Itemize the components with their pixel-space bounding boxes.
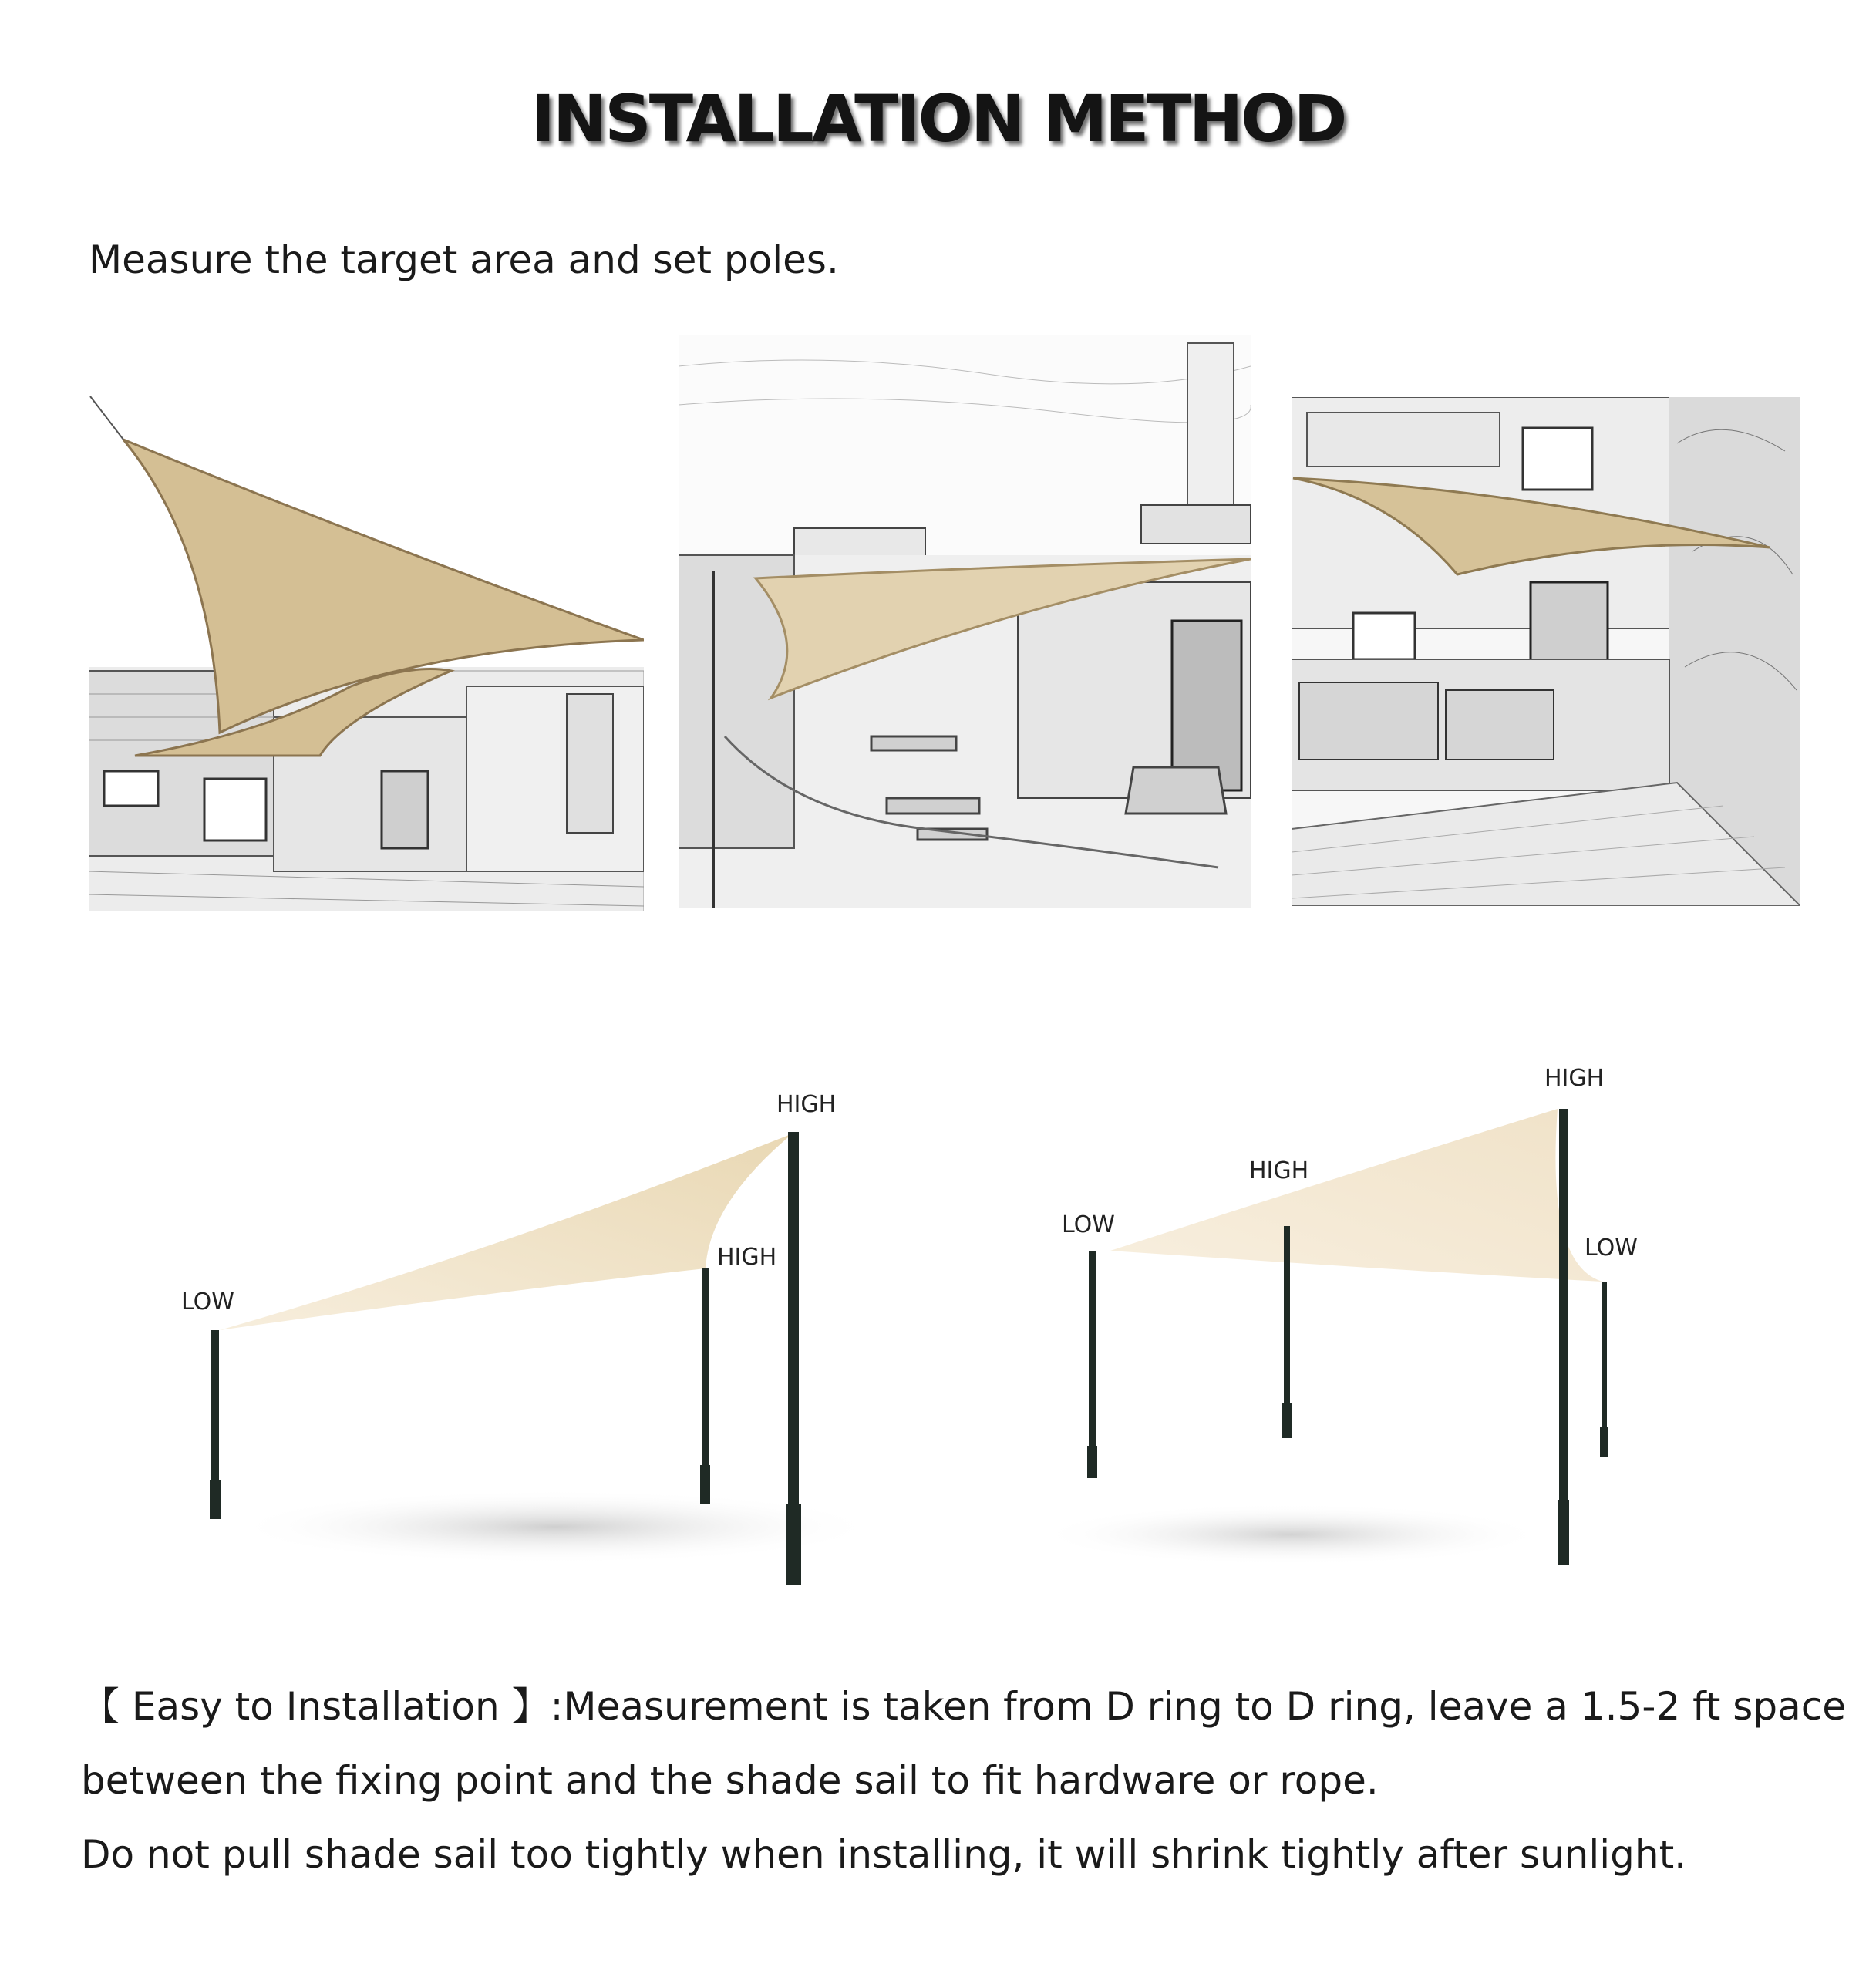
label-pole-3: HIGH [776,1091,837,1118]
label-pole-2: HIGH [1249,1157,1309,1184]
pole-1 [1087,1251,1097,1478]
label-pole-4: LOW [1585,1235,1638,1262]
pole-2 [700,1268,710,1504]
note-line-3: Do not pull shade sail too tightly when installing, it will shrink tightly after sunlight. [81,1832,1687,1877]
label-pole-2: HIGH [717,1244,777,1271]
installation-notes [81,1669,1846,1891]
label-pole-1: LOW [1062,1211,1115,1238]
photo-house-front-sails [89,393,644,911]
pole-3 [786,1132,801,1585]
diagram-three-poles [154,1064,887,1604]
pole-3 [1558,1109,1569,1565]
label-pole-1: LOW [181,1288,234,1315]
photo-patio-sail [1292,397,1800,906]
photo-courtyard-sail [679,335,1251,908]
subtitle: Measure the target area and set poles. [89,237,839,282]
pole-1 [210,1330,221,1519]
diagram-four-poles [1045,1041,1700,1596]
pole-4 [1600,1282,1608,1457]
label-pole-3: HIGH [1544,1065,1605,1092]
page-title: INSTALLATION METHOD [530,81,1346,157]
note-line-2: between the fixing point and the shade sail to fit hardware or rope. [81,1758,1379,1803]
note-line-1: 【 Easy to Installation 】:Measurement is taken from D ring to D ring, leave a 1.5-2 ft space [81,1684,1846,1729]
